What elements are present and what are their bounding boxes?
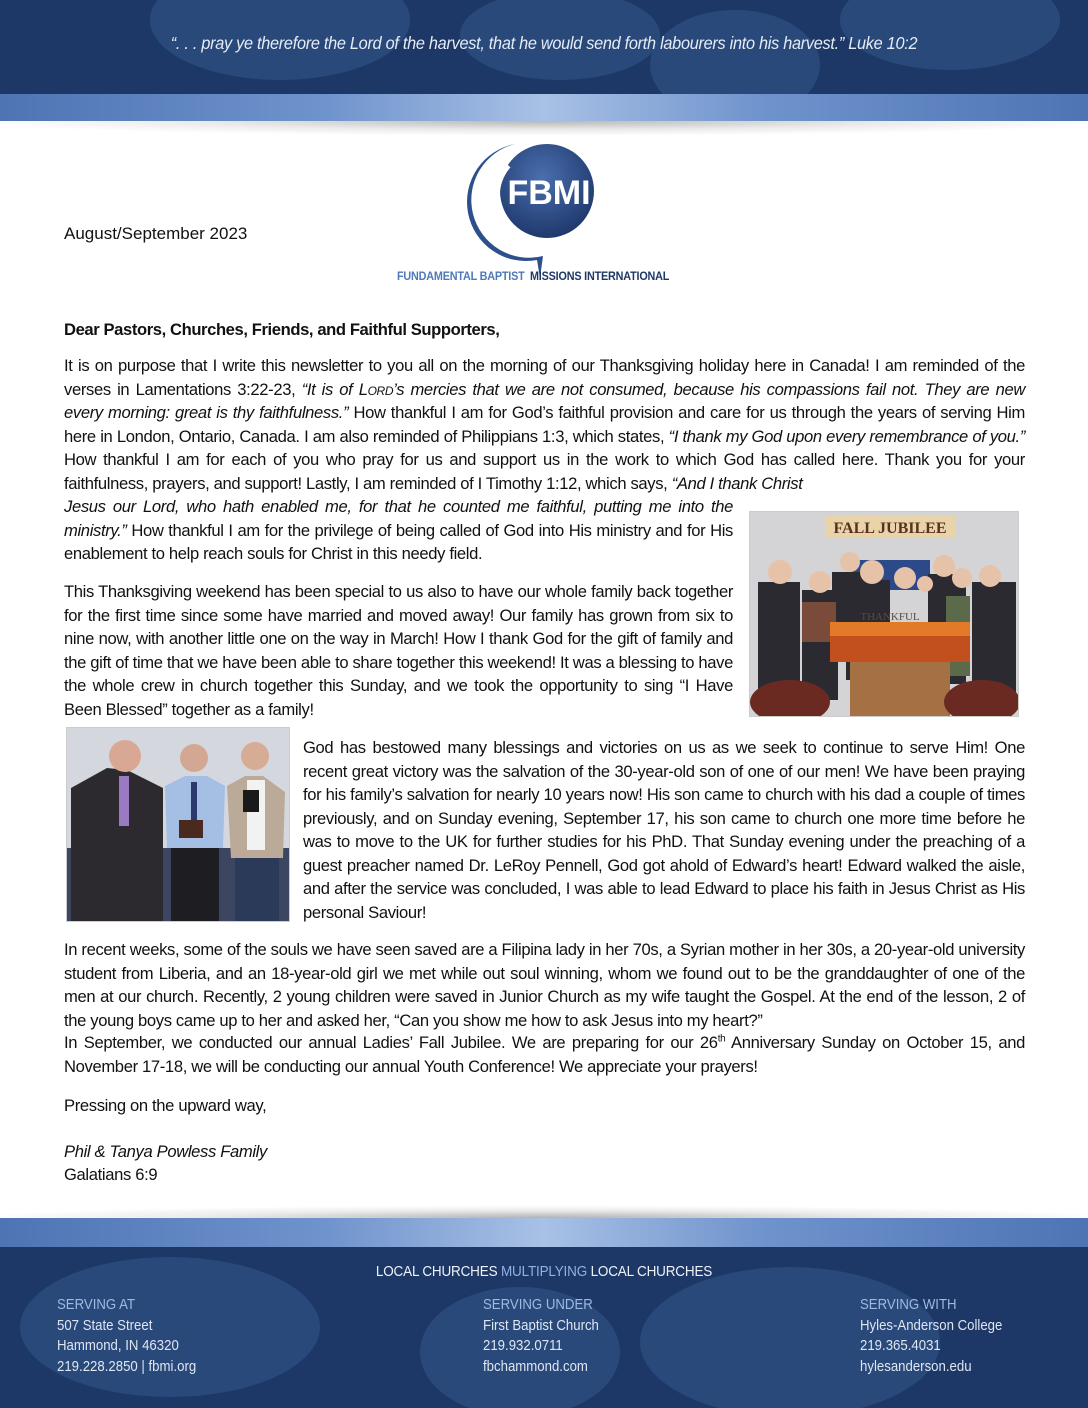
paragraph-4: In recent weeks, some of the souls we have seen saved are a Filipina lady in her 70s, a Syrian mother in her 30s, a 20-year-old university student from Liberia, and an 18-year-old girl we met while out soul winning, whom we found out to be the granddaughter of one of the men at our church. Recently, 2 young children were saved in Junior Church as my wife taught the Gospel. At the end of the lesson, 2 of the young boys came up to her and asked her, “Can you show me how to ask Jesus into my heart?” (64, 940, 1025, 1030)
svg-text:FBMI: FBMI (507, 174, 591, 212)
fbmi-logo-mark-icon (397, 138, 697, 278)
family-photo (749, 511, 1019, 717)
logo-organization-name (397, 269, 670, 283)
logo-name-part2: MISSIONS INTERNATIONAL (529, 269, 670, 283)
closing-line: Pressing on the upward way, (64, 1096, 267, 1115)
footer-serving-at (57, 1295, 196, 1377)
footer-contact: 219.228.2850 | fbmi.org (57, 1357, 197, 1375)
svg-text:THANKFUL: THANKFUL (860, 611, 920, 623)
fbmi-logo (397, 138, 697, 288)
paragraph-3: God has bestowed many blessings and victories on us as we seek to continue to serve Him! One recent great victory was the salvation of the 30-year-old son of one of our men! We have been praying for his family’s salvation for nearly 10 years now! His son came to church with his dad a couple of times previously, and on Sunday evening, September 17, his son came to church one more time before he was to move to the UK for further studies for his PhD. That Sunday evening under the preaching of a guest preacher named Dr. LeRoy Pennell, God got ahold of Edward’s heart! Edward walked the aisle, and after the service was concluded, I was able to lead Edward to place his faith in Jesus Christ as His personal Saviour! (303, 738, 1025, 922)
footer-college-name: Hyles-Anderson College (860, 1316, 1003, 1334)
footer-address-city: Hammond, IN 46320 (57, 1337, 179, 1354)
footer-serving-under (483, 1295, 599, 1377)
logo-name-part1: FUNDAMENTAL BAPTIST (397, 269, 525, 283)
footer-col-heading: SERVING WITH (860, 1296, 957, 1313)
signature: Phil & Tanya Powless Family (64, 1142, 267, 1161)
footer-col-heading: SERVING UNDER (483, 1296, 593, 1313)
footer-stripe (0, 1218, 1088, 1247)
salvation-photo (66, 727, 290, 922)
salutation: Dear Pastors, Churches, Friends, and Faithful Supporters, (64, 320, 500, 339)
footer-church-name: First Baptist Church (483, 1316, 599, 1334)
footer-col-heading: SERVING AT (57, 1296, 136, 1313)
footer-tagline: LOCAL CHURCHES MULTIPLYING LOCAL CHURCHES (375, 1263, 713, 1280)
paragraph-5: In September, we conducted our annual Ladies’ Fall Jubilee. We are preparing for our 26th Anniversary Sunday on October 15, and November 17-18, we will be conducting our annual Youth Conference! We appreciate your prayers! (64, 1033, 1025, 1076)
signature-verse: Galatians 6:9 (64, 1165, 158, 1184)
header-shadow (0, 121, 1088, 135)
header-stripe (0, 94, 1088, 121)
paragraph-1-top: It is on purpose that I write this newsletter to you all on the morning of our Thanksgiving holiday here in Canada! I am reminded of the verses in Lamentations 3:22-23, “It is of Lord’s mercies that we are not consumed, because his compassions fail not. They are new every morning: great is thy faithfulness.” How thankful I am for God’s faithful provision and care for us through the years of serving Him here in London, Ontario, Canada. I am also reminded of Philippians 1:3, which states, “I thank my God upon every remembrance of you.” How thankful I am for each of you who pray for us and support us in the work to which God has called here. Thank you for your faithfulness, prayers, and support! Lastly, I am reminded of I Timothy 1:12, which says, “And I thank Christ (64, 356, 1025, 493)
footer-serving-with (860, 1295, 1002, 1377)
header-band (0, 0, 1088, 94)
footer-church-website: fbchammond.com (483, 1357, 588, 1375)
family-photo-image-icon (750, 512, 1019, 717)
footer-shadow (0, 1206, 1088, 1218)
footer-college-website: hylesanderson.edu (860, 1357, 972, 1375)
footer-address-line: 507 State Street (57, 1316, 153, 1334)
paragraph-2: This Thanksgiving weekend has been special to us also to have our whole family back together for the first time since some have married and moved away! Our family has grown from six to nine now, with another little one on the way in March! How I thank God for the gift of family and the gift of time that we have been able to share together this weekend! It was a blessing to have the whole crew in church together this Sunday, and we took the opportunity to sing “I Have Been Blessed” together as a family! (64, 582, 733, 719)
footer-church-phone: 219.932.0711 (483, 1337, 563, 1354)
header-scripture-quote: “. . . pray ye therefore the Lord of the harvest, that he would send forth labourers into his harvest.” Luke 10:2 (170, 33, 918, 53)
footer-college-phone: 219.365.4031 (860, 1337, 941, 1354)
newsletter-date: August/September 2023 (64, 224, 248, 243)
svg-text:FALL JUBILEE: FALL JUBILEE (833, 520, 947, 537)
salvation-photo-image-icon (67, 728, 290, 922)
paragraph-1-bottom: Jesus our Lord, who hath enabled me, for that he counted me faithful, putting me into the ministry.” How thankful I am for the privilege of being called of God into His ministry and for His enablement to help reach souls for Christ in this needy field. (64, 497, 733, 563)
footer-band (0, 1247, 1088, 1408)
